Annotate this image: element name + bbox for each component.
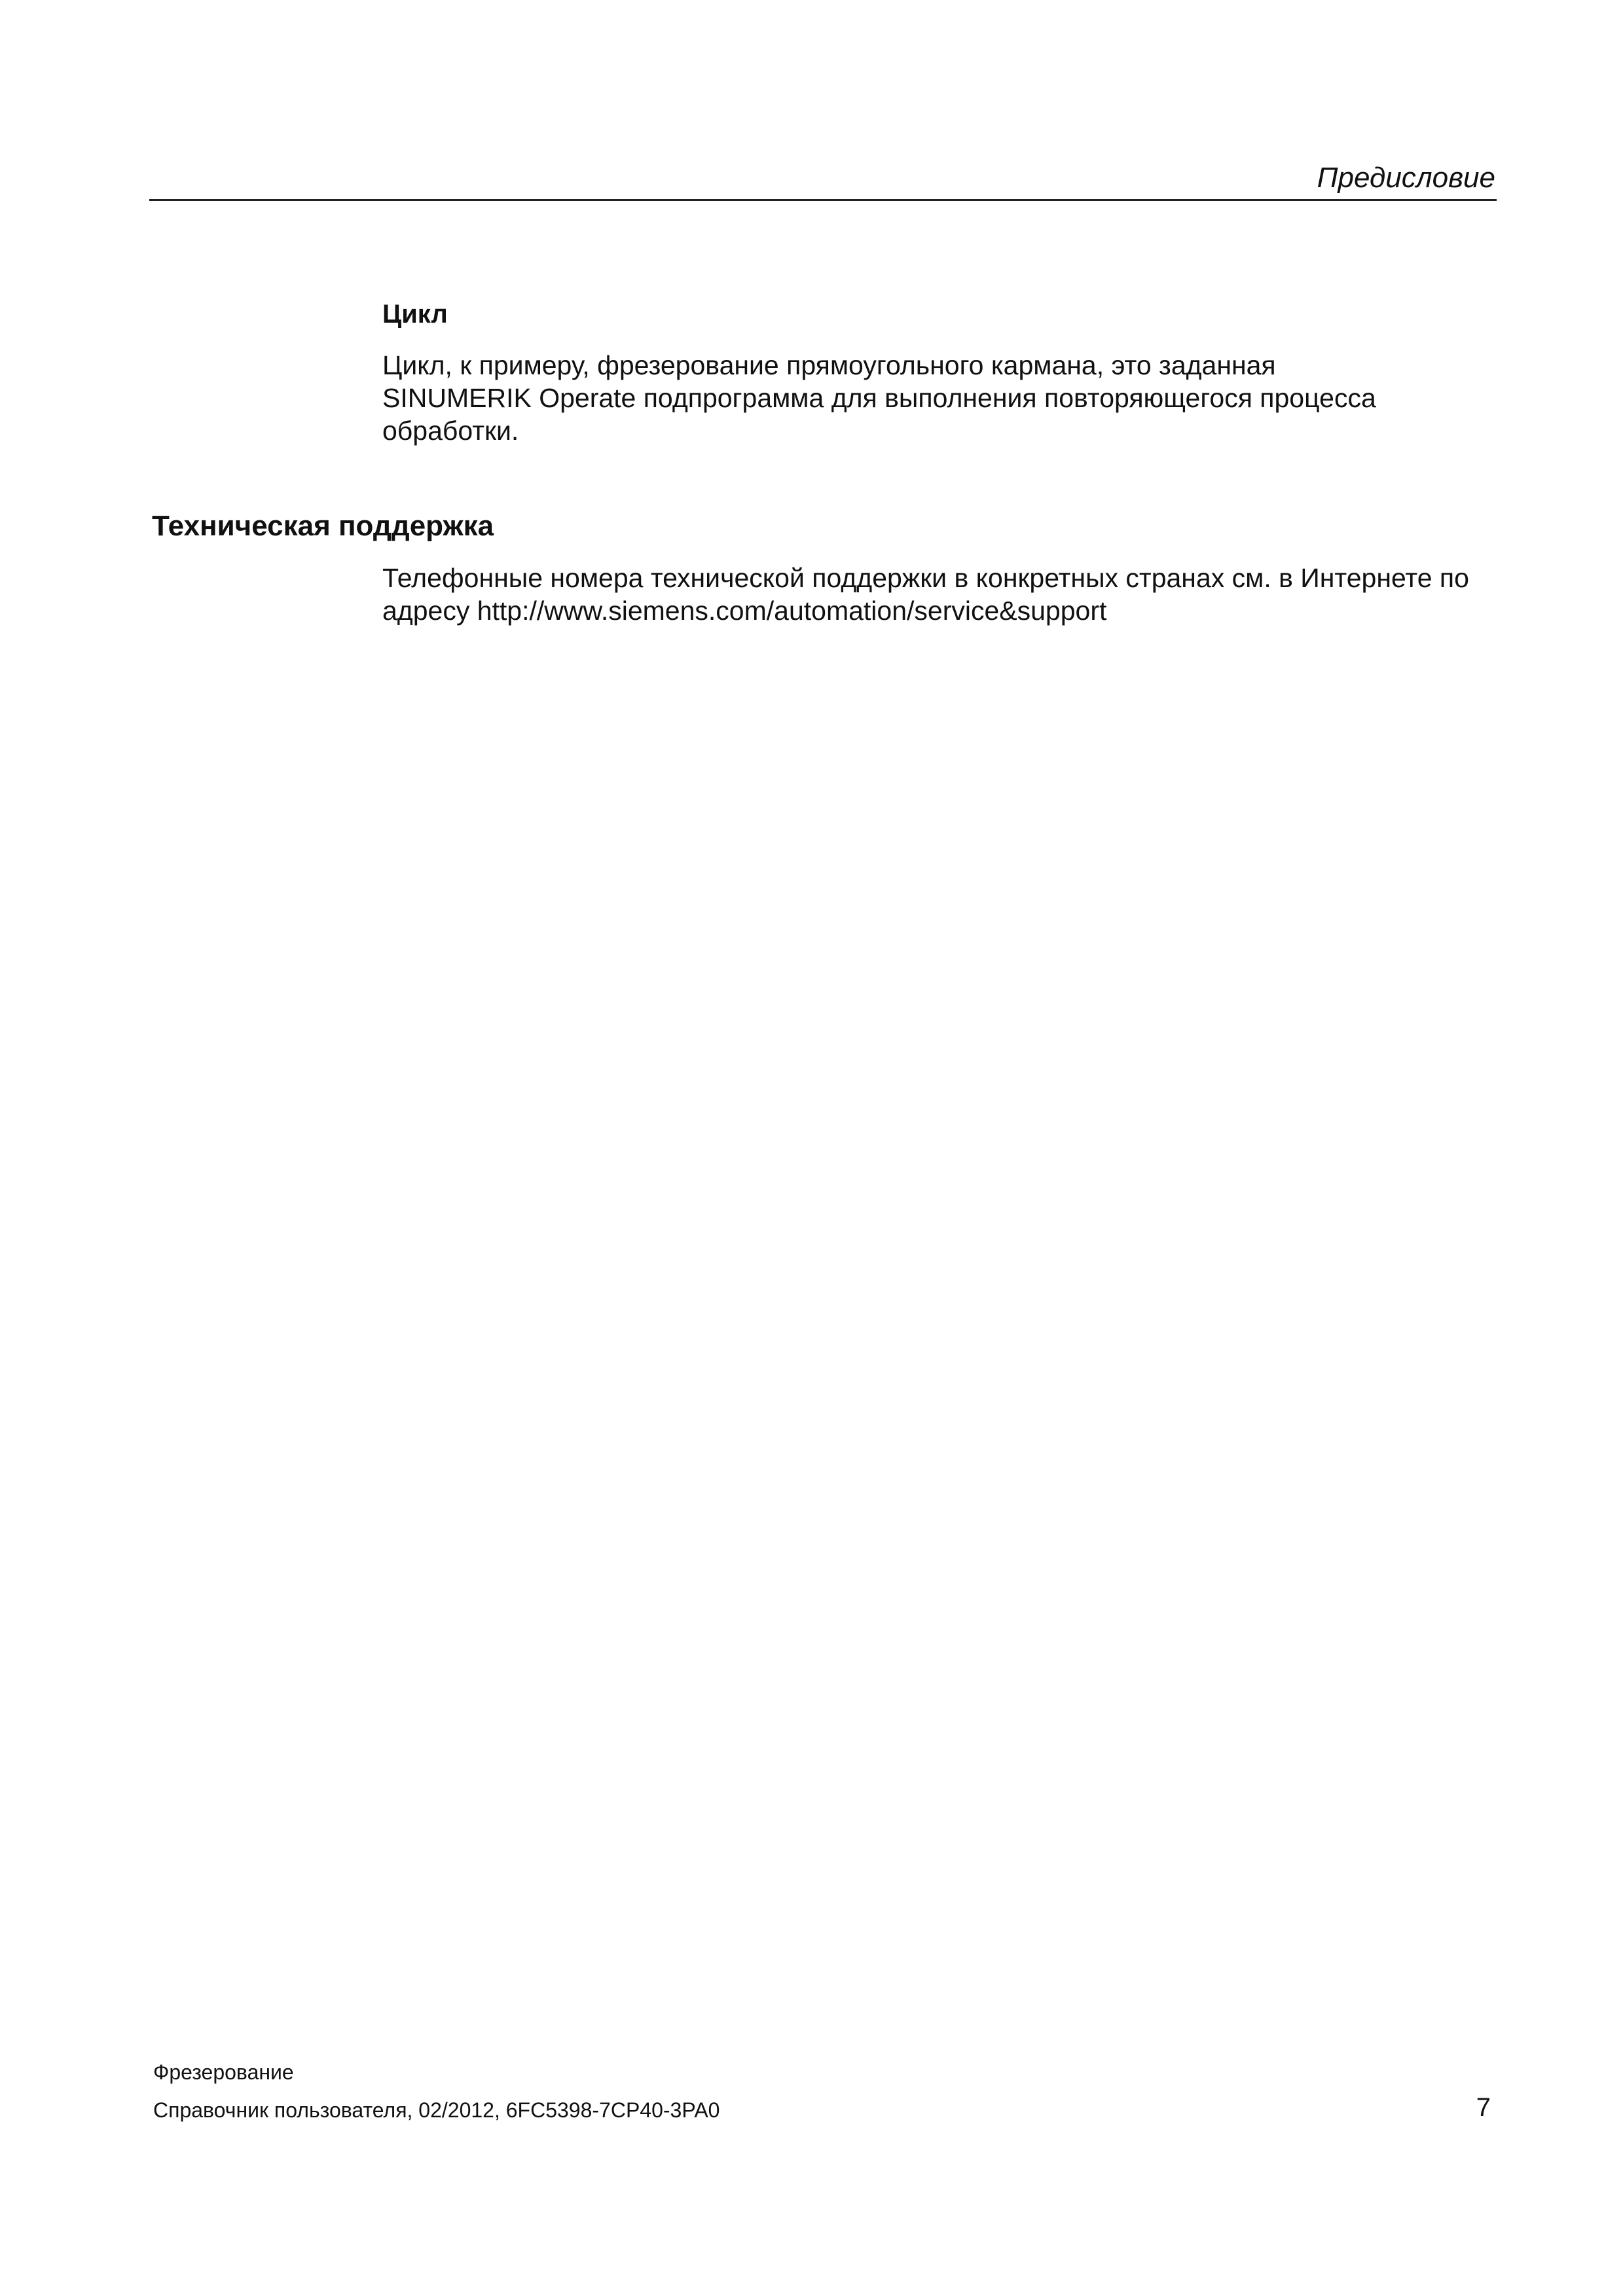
support-text-line-2: адресу http://www.siemens.com/automation/service&support	[382, 596, 1107, 626]
cycle-text-line-2: SINUMERIK Operate подпрограмма для выполнения повторяющегося процесса	[382, 383, 1376, 413]
support-text-line-1: Телефонные номера технической поддержки в конкретных странах см. в Интернете по	[382, 563, 1469, 593]
footer-manual-info: Справочник пользователя, 02/2012, 6FC5398-7CP40-3PA0	[153, 2098, 720, 2122]
cycle-text-line-3: обработки.	[382, 416, 519, 446]
page-header	[149, 157, 1497, 201]
footer-product: Фрезерование	[153, 2060, 294, 2084]
support-heading: Техническая поддержка	[152, 510, 494, 542]
page-number: 7	[1476, 2093, 1491, 2122]
cycle-heading: Цикл	[382, 300, 448, 329]
header-title: Предисловие	[1317, 162, 1495, 194]
cycle-text-line-1: Цикл, к примеру, фрезерование прямоугольного кармана, это заданная	[382, 350, 1276, 380]
